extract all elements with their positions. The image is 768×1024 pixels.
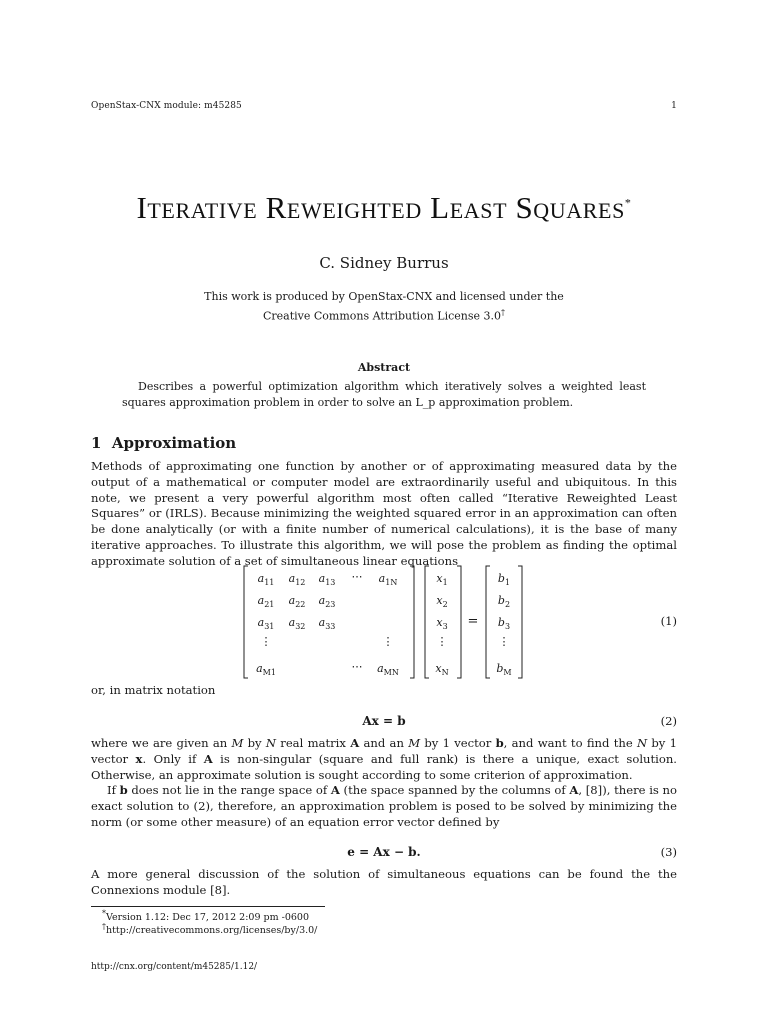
vector-x2: $x_2$ xyxy=(436,594,448,610)
footnote-license-url: †http://creativecommons.org/licenses/by/3.0/ xyxy=(102,922,318,937)
matrix-a11: $a_{11}$ xyxy=(257,572,275,588)
module-id: OpenStax-CNX module: m45285 xyxy=(91,101,242,111)
license-line-1: This work is produced by OpenStax-CNX and licensed under the xyxy=(204,290,564,303)
title-footnote-mark: * xyxy=(624,195,632,210)
paragraph-5: A more general discussion of the solution of simultaneous equations can be found the the Connexions module [8]. xyxy=(91,867,677,897)
matrix-a21: $a_{21}$ xyxy=(257,594,275,610)
matrix-aM1: $a_{M1}$ xyxy=(256,662,276,678)
section-number: 1 xyxy=(91,434,102,452)
section-title: Approximation xyxy=(111,434,237,452)
vector-xN: $x_N$ xyxy=(435,662,449,678)
vector-x1: $x_1$ xyxy=(436,572,448,588)
license-line-2 xyxy=(0,305,768,324)
vector-b2: $b_2$ xyxy=(497,594,511,610)
abstract-heading: Abstract xyxy=(357,361,411,374)
abstract-text: Describes a powerful optimization algorithm which iteratively solves a weighted least squares approximation problem in order to solve an L_p approximation problem. xyxy=(122,380,646,409)
matrix-a33: $a_{33}$ xyxy=(318,616,336,632)
title-text: Iterative Reweighted Least Squares xyxy=(136,190,625,225)
running-header xyxy=(91,101,677,111)
matrix-cdots: ⋯ xyxy=(351,570,363,583)
vector-x3: $x_3$ xyxy=(436,616,448,632)
footer-url[interactable]: http://cnx.org/content/m45285/1.12/ xyxy=(91,962,258,972)
equation-2: Ax = b xyxy=(362,714,406,728)
matrix-vdots-left: ⋮ xyxy=(260,635,272,648)
vector-b3: $b_3$ xyxy=(497,616,511,632)
matrix-equals: = xyxy=(467,614,479,629)
paragraph-4: If b does not lie in the range space of A (the space spanned by the columns of A, [8]), there is no exact solution to (2), therefore, an approximation problem is posed to be solved by minimizing the norm (or some other measure) of an equation error vector defined by xyxy=(91,783,677,829)
paragraph-2: or, in matrix notation xyxy=(91,683,216,697)
matrix-a13: $a_{13}$ xyxy=(318,572,336,588)
footnote-version: *Version 1.12: Dec 17, 2012 2:09 pm -0600 xyxy=(102,909,310,924)
matrix-a32: $a_{32}$ xyxy=(288,616,306,632)
paragraph-3: where we are given an M by N real matrix A and an M by 1 vector b, and want to find the N by 1 vector x. Only if A is non-singular (square and full rank) is there a unique, exact solution. Otherwise, an approximate solution is sought according to some criterion of approximation. xyxy=(91,736,678,782)
equation-3-number: (3) xyxy=(660,845,677,859)
vector-b-vdots: ⋮ xyxy=(498,635,510,648)
matrix-vdots-right: ⋮ xyxy=(382,635,394,648)
matrix-a12: $a_{12}$ xyxy=(288,572,306,588)
license-statement xyxy=(0,289,768,324)
license-footnote-mark: † xyxy=(501,307,505,317)
matrix-aMN: $a_{MN}$ xyxy=(377,662,399,678)
equation-1-number: (1) xyxy=(660,614,677,628)
page-number: 1 xyxy=(671,101,677,111)
paragraph-1: Methods of approximating one function by another or of approximating measured data by the output of a mathematical or computer model are extraordinarily useful and ubiquitous. In this note, we present a very powerful algorithm most often called “Iterative Reweighted Least Squares” or (IRLS). Because minimizing the weighted squared error in an approximation can often be done analytically (or with a finite number of numerical calculations), it is the base of many iterative approaches. To illustrate this algorithm, we will pose the problem as finding the optimal approximate solution of a set of simultaneous linear equations xyxy=(91,459,677,568)
matrix-a22: $a_{22}$ xyxy=(288,594,306,610)
matrix-a31: $a_{31}$ xyxy=(257,616,275,632)
equation-2-number: (2) xyxy=(660,714,677,728)
matrix-cdots-bottom: ⋯ xyxy=(351,660,363,673)
matrix-a23: $a_{23}$ xyxy=(318,594,336,610)
footnote-rule xyxy=(91,906,325,907)
matrix-a1N: $a_{1N}$ xyxy=(378,572,398,588)
section-heading xyxy=(91,434,236,452)
vector-bM: $b_M$ xyxy=(496,662,512,678)
author: C. Sidney Burrus xyxy=(319,254,449,272)
equation-3: e = Ax − b. xyxy=(347,845,421,859)
license-name[interactable]: Creative Commons Attribution License 3.0 xyxy=(262,309,501,323)
license-url-link[interactable]: http://creativecommons.org/licenses/by/3.0/ xyxy=(105,925,318,937)
vector-b1: $b_1$ xyxy=(497,572,511,588)
paper-title xyxy=(0,190,768,226)
vector-x-vdots: ⋮ xyxy=(436,635,448,648)
